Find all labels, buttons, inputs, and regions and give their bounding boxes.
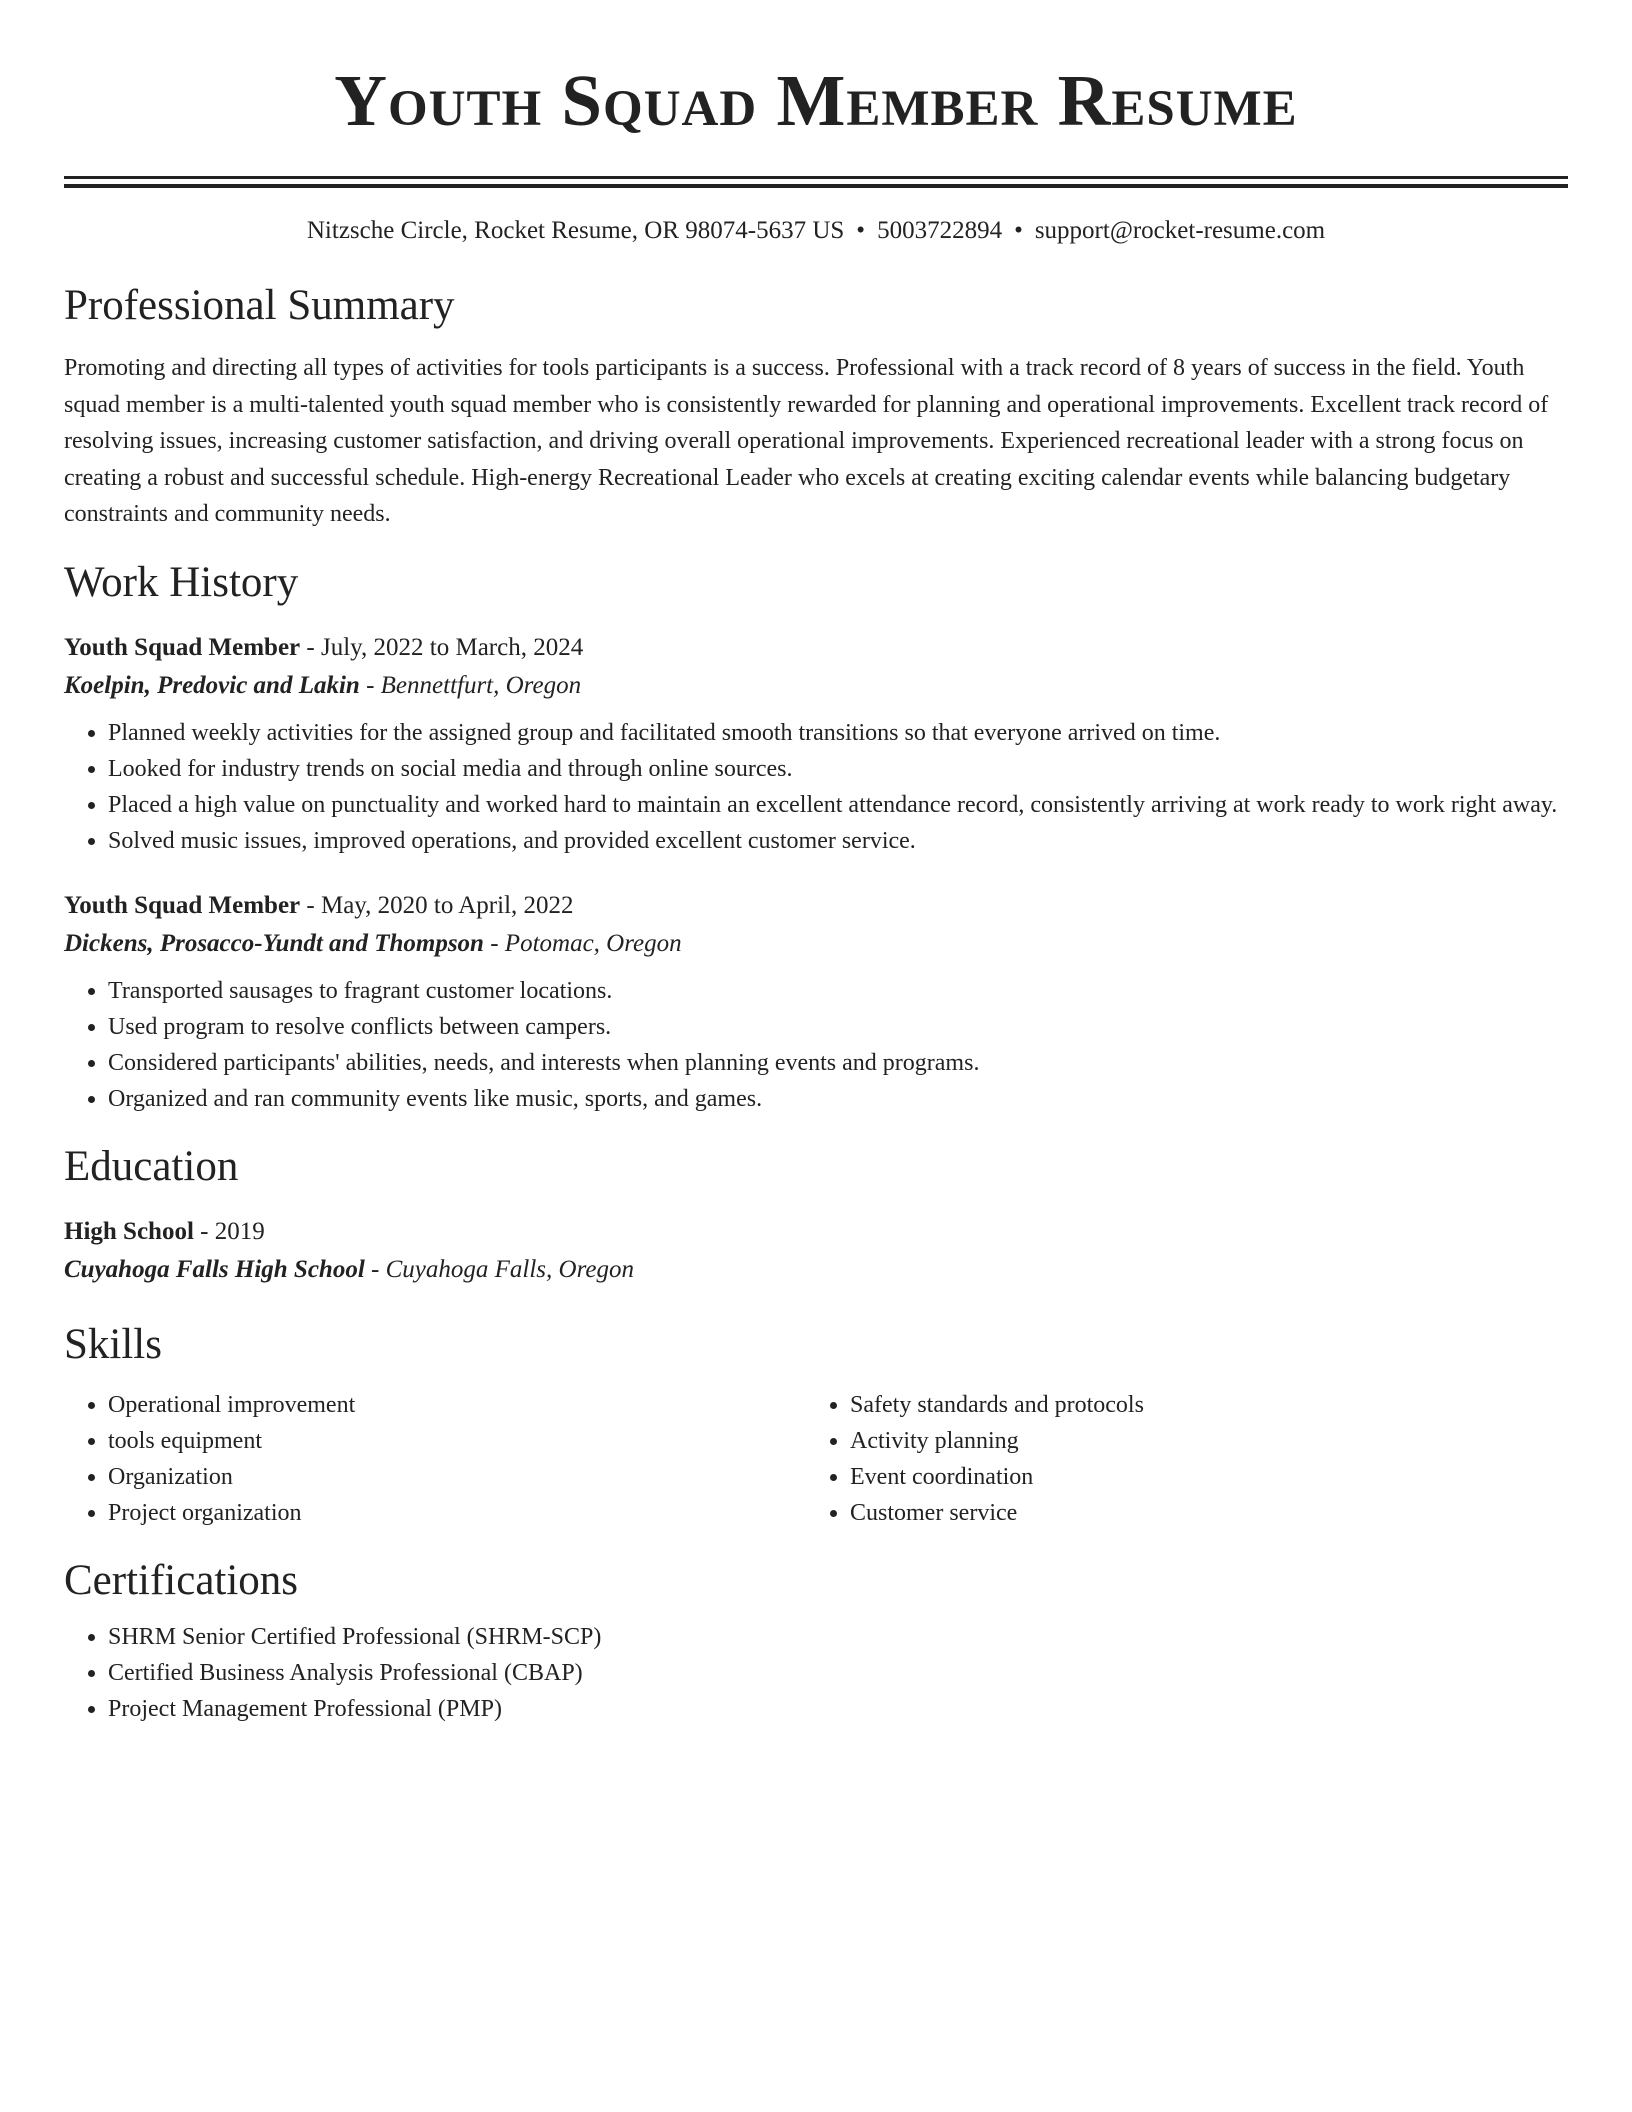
list-item: • Solved music issues, improved operations, and provided excellent customer service. xyxy=(108,823,1568,859)
education-degree-line xyxy=(64,1213,1568,1251)
job-company-line xyxy=(64,925,1568,963)
certifications-heading: Certifications xyxy=(64,1556,299,1604)
education-school: Cuyahoga Falls High School xyxy=(64,1255,365,1283)
list-item: • Organized and ran community events like music, sports, and games. xyxy=(108,1081,1568,1117)
job-bullets xyxy=(64,973,1568,1117)
list-item: • Considered participants' abilities, needs, and interests when planning events and programs. xyxy=(108,1045,1568,1081)
list-item: • Operational improvement xyxy=(108,1387,806,1423)
list-item: • Event coordination xyxy=(850,1459,1548,1495)
education-location: - Cuyahoga Falls, Oregon xyxy=(364,1255,634,1283)
list-item: • Certified Business Analysis Professional (CBAP) xyxy=(108,1655,1568,1691)
list-item: • Placed a high value on punctuality and worked hard to maintain an excellent attendance record, consistently arriving at work ready to work right away. xyxy=(108,787,1568,823)
job-company-line xyxy=(64,667,1568,705)
list-item: • Organization xyxy=(108,1459,806,1495)
skills-list-right xyxy=(806,1387,1548,1531)
contact-phone: 5003722894 xyxy=(877,217,1003,244)
title-double-rule xyxy=(64,176,1568,188)
education-year: - 2019 xyxy=(193,1217,265,1245)
list-item: • Used program to resolve conflicts between campers. xyxy=(108,1009,1568,1045)
job-entry xyxy=(64,887,1568,1117)
job-title: Youth Squad Member xyxy=(64,891,301,919)
skills-grid xyxy=(64,1387,1568,1531)
job-dates: - May, 2020 to April, 2022 xyxy=(300,891,574,919)
list-item: • Transported sausages to fragrant customer locations. xyxy=(108,973,1568,1009)
job-dates: - July, 2022 to March, 2024 xyxy=(300,633,584,661)
list-item: • Planned weekly activities for the assigned group and facilitated smooth transitions so that everyone arrived on time. xyxy=(108,715,1568,751)
list-item: • Project organization xyxy=(108,1495,806,1531)
contact-email: support@rocket-resume.com xyxy=(1034,217,1326,244)
contact-separator: • xyxy=(1014,217,1023,244)
job-title: Youth Squad Member xyxy=(64,633,301,661)
job-title-line xyxy=(64,629,1568,667)
summary-text: Promoting and directing all types of activities for tools participants is a success. Professional with a track record of 8 years of success in the field. Youth squad member is a multi-talented youth squad member who is consistently rewarded for planning and operational improvements. Excellent track record of resolving issues, increasing customer satisfaction, and driving overall operational improvements. Experienced recreational leader with a strong focus on creating a robust and successful schedule. High-energy Recreational Leader who excels at creating exciting calendar events while balancing budgetary constraints and community needs. xyxy=(64,355,1549,527)
work-history-heading: Work History xyxy=(64,558,299,606)
job-company: Koelpin, Predovic and Lakin xyxy=(64,671,360,699)
job-company: Dickens, Prosacco-Yundt and Thompson xyxy=(64,929,484,957)
list-item: • Looked for industry trends on social media and through online sources. xyxy=(108,751,1568,787)
contact-separator: • xyxy=(856,217,866,244)
certifications-list xyxy=(64,1619,1568,1727)
education-school-line xyxy=(64,1251,1568,1289)
job-location: - Bennettfurt, Oregon xyxy=(359,671,582,699)
job-entry xyxy=(64,629,1568,859)
contact-line xyxy=(64,214,1568,248)
education-heading: Education xyxy=(64,1142,239,1190)
contact-address: Nitzsche Circle, Rocket Resume, OR 98074-5637 US xyxy=(306,217,845,244)
skills-heading: Skills xyxy=(64,1320,162,1368)
education-entry xyxy=(64,1213,1568,1289)
job-location: - Potomac, Oregon xyxy=(483,929,682,957)
skills-column-right xyxy=(806,1387,1548,1531)
list-item: • Safety standards and protocols xyxy=(850,1387,1548,1423)
summary-heading: Professional Summary xyxy=(64,282,455,329)
resume-title: Youth Squad Member Resume xyxy=(334,60,1298,141)
list-item: • Project Management Professional (PMP) xyxy=(108,1691,1568,1727)
list-item: • Activity planning xyxy=(850,1423,1548,1459)
list-item: • tools equipment xyxy=(108,1423,806,1459)
education-degree: High School xyxy=(64,1217,194,1245)
job-bullets xyxy=(64,715,1568,859)
job-title-line xyxy=(64,887,1568,925)
list-item: • SHRM Senior Certified Professional (SHRM-SCP) xyxy=(108,1619,1568,1655)
list-item: • Customer service xyxy=(850,1495,1548,1531)
skills-list-left xyxy=(64,1387,806,1531)
skills-column-left xyxy=(64,1387,806,1531)
